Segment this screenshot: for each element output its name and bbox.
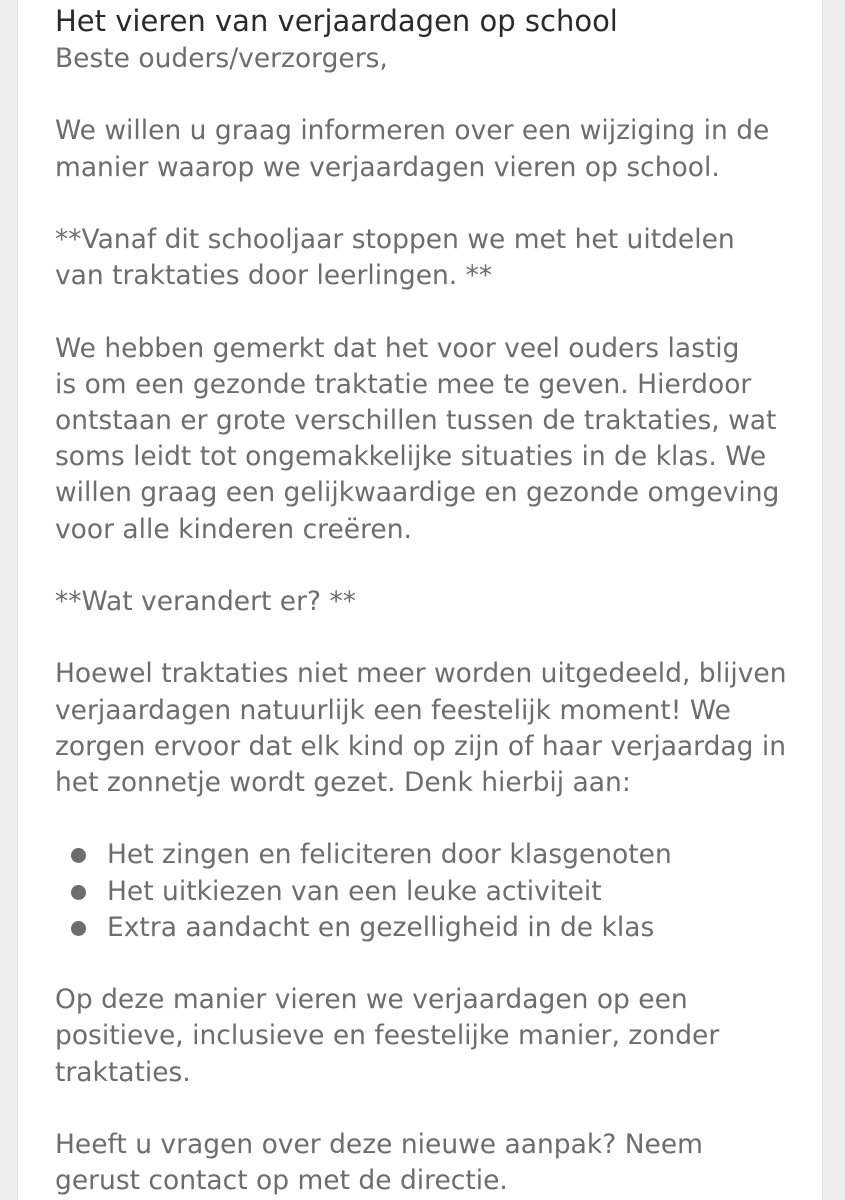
conclusion-line: Op deze manier vieren we verjaardagen op een [55, 984, 688, 1016]
message-content [55, 1, 805, 1199]
change-line: het zonnetje wordt gezet. Denk hierbij aan: [55, 766, 631, 798]
paragraph-gap [55, 294, 805, 330]
intro-paragraph [55, 113, 805, 185]
intro-line: We willen u graag informeren over een wijziging in de [55, 115, 770, 147]
list-item-text: Extra aandacht en gezelligheid in de klas [107, 911, 655, 943]
paragraph-gap [55, 1091, 805, 1127]
bullet-icon [71, 921, 86, 936]
message-title: Het vieren van verjaardagen op school [55, 4, 618, 38]
reason-line: voor alle kinderen creëren. [55, 513, 412, 545]
list-item [55, 874, 805, 910]
subheading [55, 584, 805, 620]
list-item-text: Het zingen en feliciteren door klasgenoten [107, 839, 672, 871]
message-body [55, 41, 805, 1199]
list-item-text: Het uitkiezen van een leuke activiteit [107, 875, 602, 907]
paragraph-gap [55, 620, 805, 656]
reason-line: ontstaan er grote verschillen tussen de traktaties, wat [55, 404, 777, 436]
reason-paragraph [55, 331, 805, 548]
message-card [17, 0, 823, 1200]
intro-line: manier waarop we verjaardagen vieren op school. [55, 151, 720, 183]
conclusion-line: positieve, inclusieve en feestelijke manier, zonder [55, 1020, 720, 1052]
change-line: zorgen ervoor dat elk kind op zijn of haar verjaardag in [55, 730, 787, 762]
paragraph-gap [55, 801, 805, 837]
contact-line: Heeft u vragen over deze nieuwe aanpak? Neem [55, 1128, 703, 1160]
paragraph-gap [55, 946, 805, 982]
subheading-line: **Wat verandert er? ** [55, 585, 356, 617]
contact-paragraph [55, 1127, 805, 1199]
reason-line: We hebben gemerkt dat het voor veel ouders lastig [55, 332, 740, 364]
change-line: Hoewel traktaties niet meer worden uitgedeeld, blijven [55, 658, 787, 690]
paragraph-gap [55, 186, 805, 222]
bullet-icon [71, 848, 86, 863]
announcement-line: **Vanaf dit schooljaar stoppen we met het uitdelen [55, 223, 735, 255]
list-item [55, 910, 805, 946]
contact-line: gerust contact op met de directie. [55, 1165, 508, 1197]
paragraph-gap [55, 548, 805, 584]
reason-line: soms leidt tot ongemakkelijke situaties in de klas. We [55, 441, 767, 473]
list-item [55, 837, 805, 873]
bullet-list [55, 837, 805, 946]
change-paragraph [55, 656, 805, 801]
conclusion-line: traktaties. [55, 1056, 191, 1088]
paragraph-gap [55, 77, 805, 113]
conclusion-paragraph [55, 982, 805, 1091]
reason-line: is om een gezonde traktatie mee te geven. Hierdoor [55, 368, 752, 400]
change-line: verjaardagen natuurlijk een feestelijk moment! We [55, 694, 731, 726]
reason-line: willen graag een gelijkwaardige en gezonde omgeving [55, 477, 780, 509]
bullet-icon [71, 885, 86, 900]
announcement-paragraph [55, 222, 805, 294]
announcement-line: van traktaties door leerlingen. ** [55, 260, 493, 292]
greeting-line: Beste ouders/verzorgers, [55, 43, 388, 74]
greeting [55, 41, 805, 77]
